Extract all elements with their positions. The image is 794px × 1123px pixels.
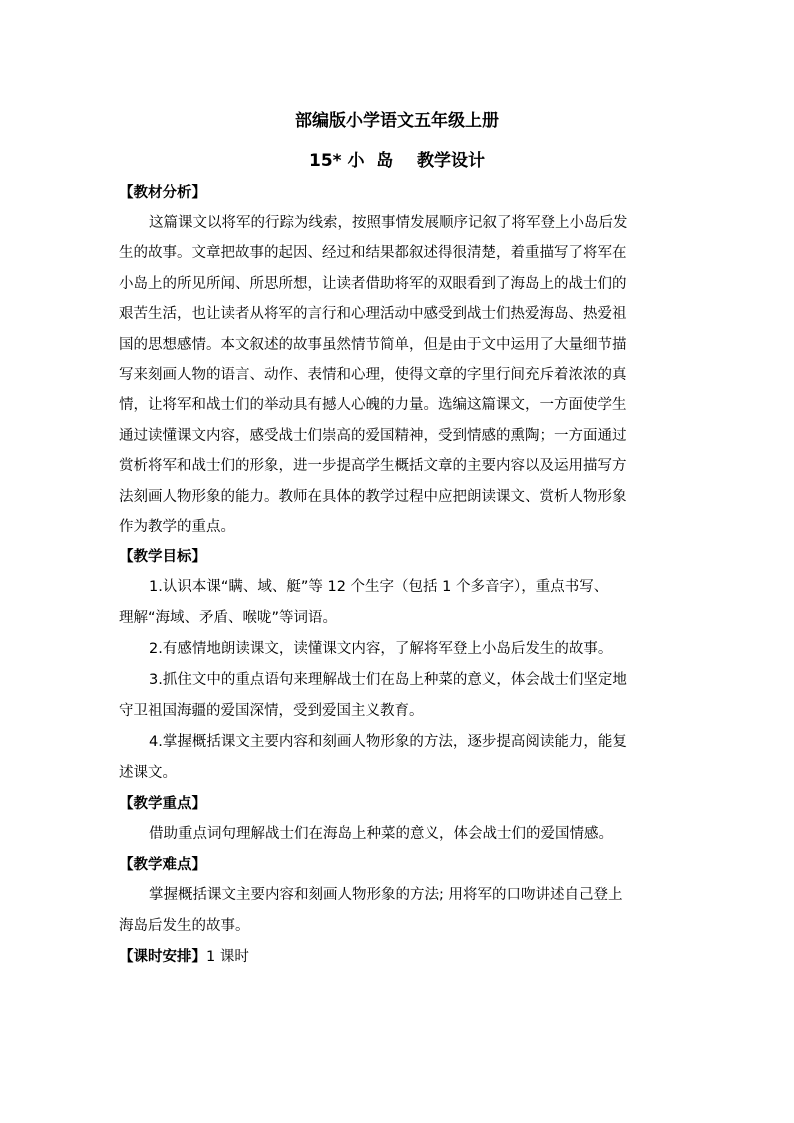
- document-body: [119, 178, 677, 972]
- paragraph-line: 赏析将军和战士们的形象，进一步提高学生概括文章的主要内容以及运用描写方: [119, 458, 627, 475]
- goal-line: 述课文。: [119, 765, 177, 782]
- section-heading-difficulties: 【教学难点】: [119, 857, 206, 874]
- paragraph-line: 情，让将军和战士们的举动具有撼人心魄的力量。选编这篇课文，一方面使学生: [119, 397, 627, 414]
- section-heading-schedule: 【课时安排】: [119, 949, 206, 966]
- paragraph-line: 写来刻画人物的语言、动作、表情和心理，使得文章的字里行间充斥着浓浓的真: [119, 367, 627, 384]
- goal-line: 3.抓住文中的重点语句来理解战士们在岛上种菜的意义，体会战士们坚定地: [149, 672, 627, 689]
- paragraph-line: 作为教学的重点。: [119, 519, 235, 536]
- key-points-paragraph: [119, 819, 677, 850]
- paragraph-line: 生的故事。文章把故事的起因、经过和结果都叙述得很清楚，着重描写了将军在: [119, 245, 627, 262]
- analysis-paragraph: [119, 208, 677, 542]
- document-subtitle: 15* 小 岛 教学设计: [309, 151, 485, 171]
- paragraph-line: 海岛后发生的故事。: [119, 918, 250, 935]
- paragraph-line: 这篇课文以将军的行踪为线索，按照事情发展顺序记叙了将军登上小岛后发: [149, 215, 628, 231]
- section-heading-key-points: 【教学重点】: [119, 796, 206, 813]
- goal-item-1: [119, 572, 677, 634]
- goal-line: 理解“海域、矛盾、喉咙”等词语。: [119, 610, 338, 627]
- paragraph-line: 通过读懂课文内容，感受战士们崇高的爱国精神，受到情感的熏陶；一方面通过: [119, 427, 627, 444]
- document-title: 部编版小学语文五年级上册: [295, 111, 499, 131]
- section-heading-analysis: 【教材分析】: [119, 185, 206, 201]
- paragraph-line: 法刻画人物形象的能力。教师在具体的教学过程中应把朗读课文、赏析人物形象: [119, 488, 627, 505]
- schedule-value: 1 课时: [206, 949, 249, 966]
- goal-line: 1.认识本课“瞒、域、艇”等 12 个生字（包括 1 个多音字），重点书写、: [149, 579, 609, 596]
- schedule-row: [119, 942, 677, 972]
- goal-line: 2.有感情地朗读课文，读懂课文内容，了解将军登上小岛后发生的故事。: [149, 641, 613, 658]
- difficulties-paragraph: [119, 880, 677, 942]
- goal-line: 守卫祖国海疆的爱国深情，受到爱国主义教育。: [119, 703, 424, 720]
- paragraph-line: 掌握概括课文主要内容和刻画人物形象的方法; 用将军的口吻讲述自己登上: [149, 887, 623, 904]
- paragraph-line: 国的思想感情。本文叙述的故事虽然情节简单，但是由于文中运用了大量细节描: [119, 336, 627, 353]
- goal-item-4: [119, 727, 677, 789]
- paragraph-line: 借助重点词句理解战士们在海岛上种菜的意义，体会战士们的爱国情感。: [149, 826, 613, 843]
- section-heading-goals: 【教学目标】: [119, 549, 206, 566]
- goal-item-2: [119, 634, 677, 665]
- paragraph-line: 小岛上的所见所闻、所思所想，让读者借助将军的双眼看到了海岛上的战士们的: [119, 275, 627, 292]
- goal-item-3: [119, 665, 677, 727]
- paragraph-line: 艰苦生活，也让读者从将军的言行和心理活动中感受到战士们热爱海岛、热爱祖: [119, 306, 627, 323]
- goal-line: 4.掌握概括课文主要内容和刻画人物形象的方法，逐步提高阅读能力，能复: [149, 734, 627, 751]
